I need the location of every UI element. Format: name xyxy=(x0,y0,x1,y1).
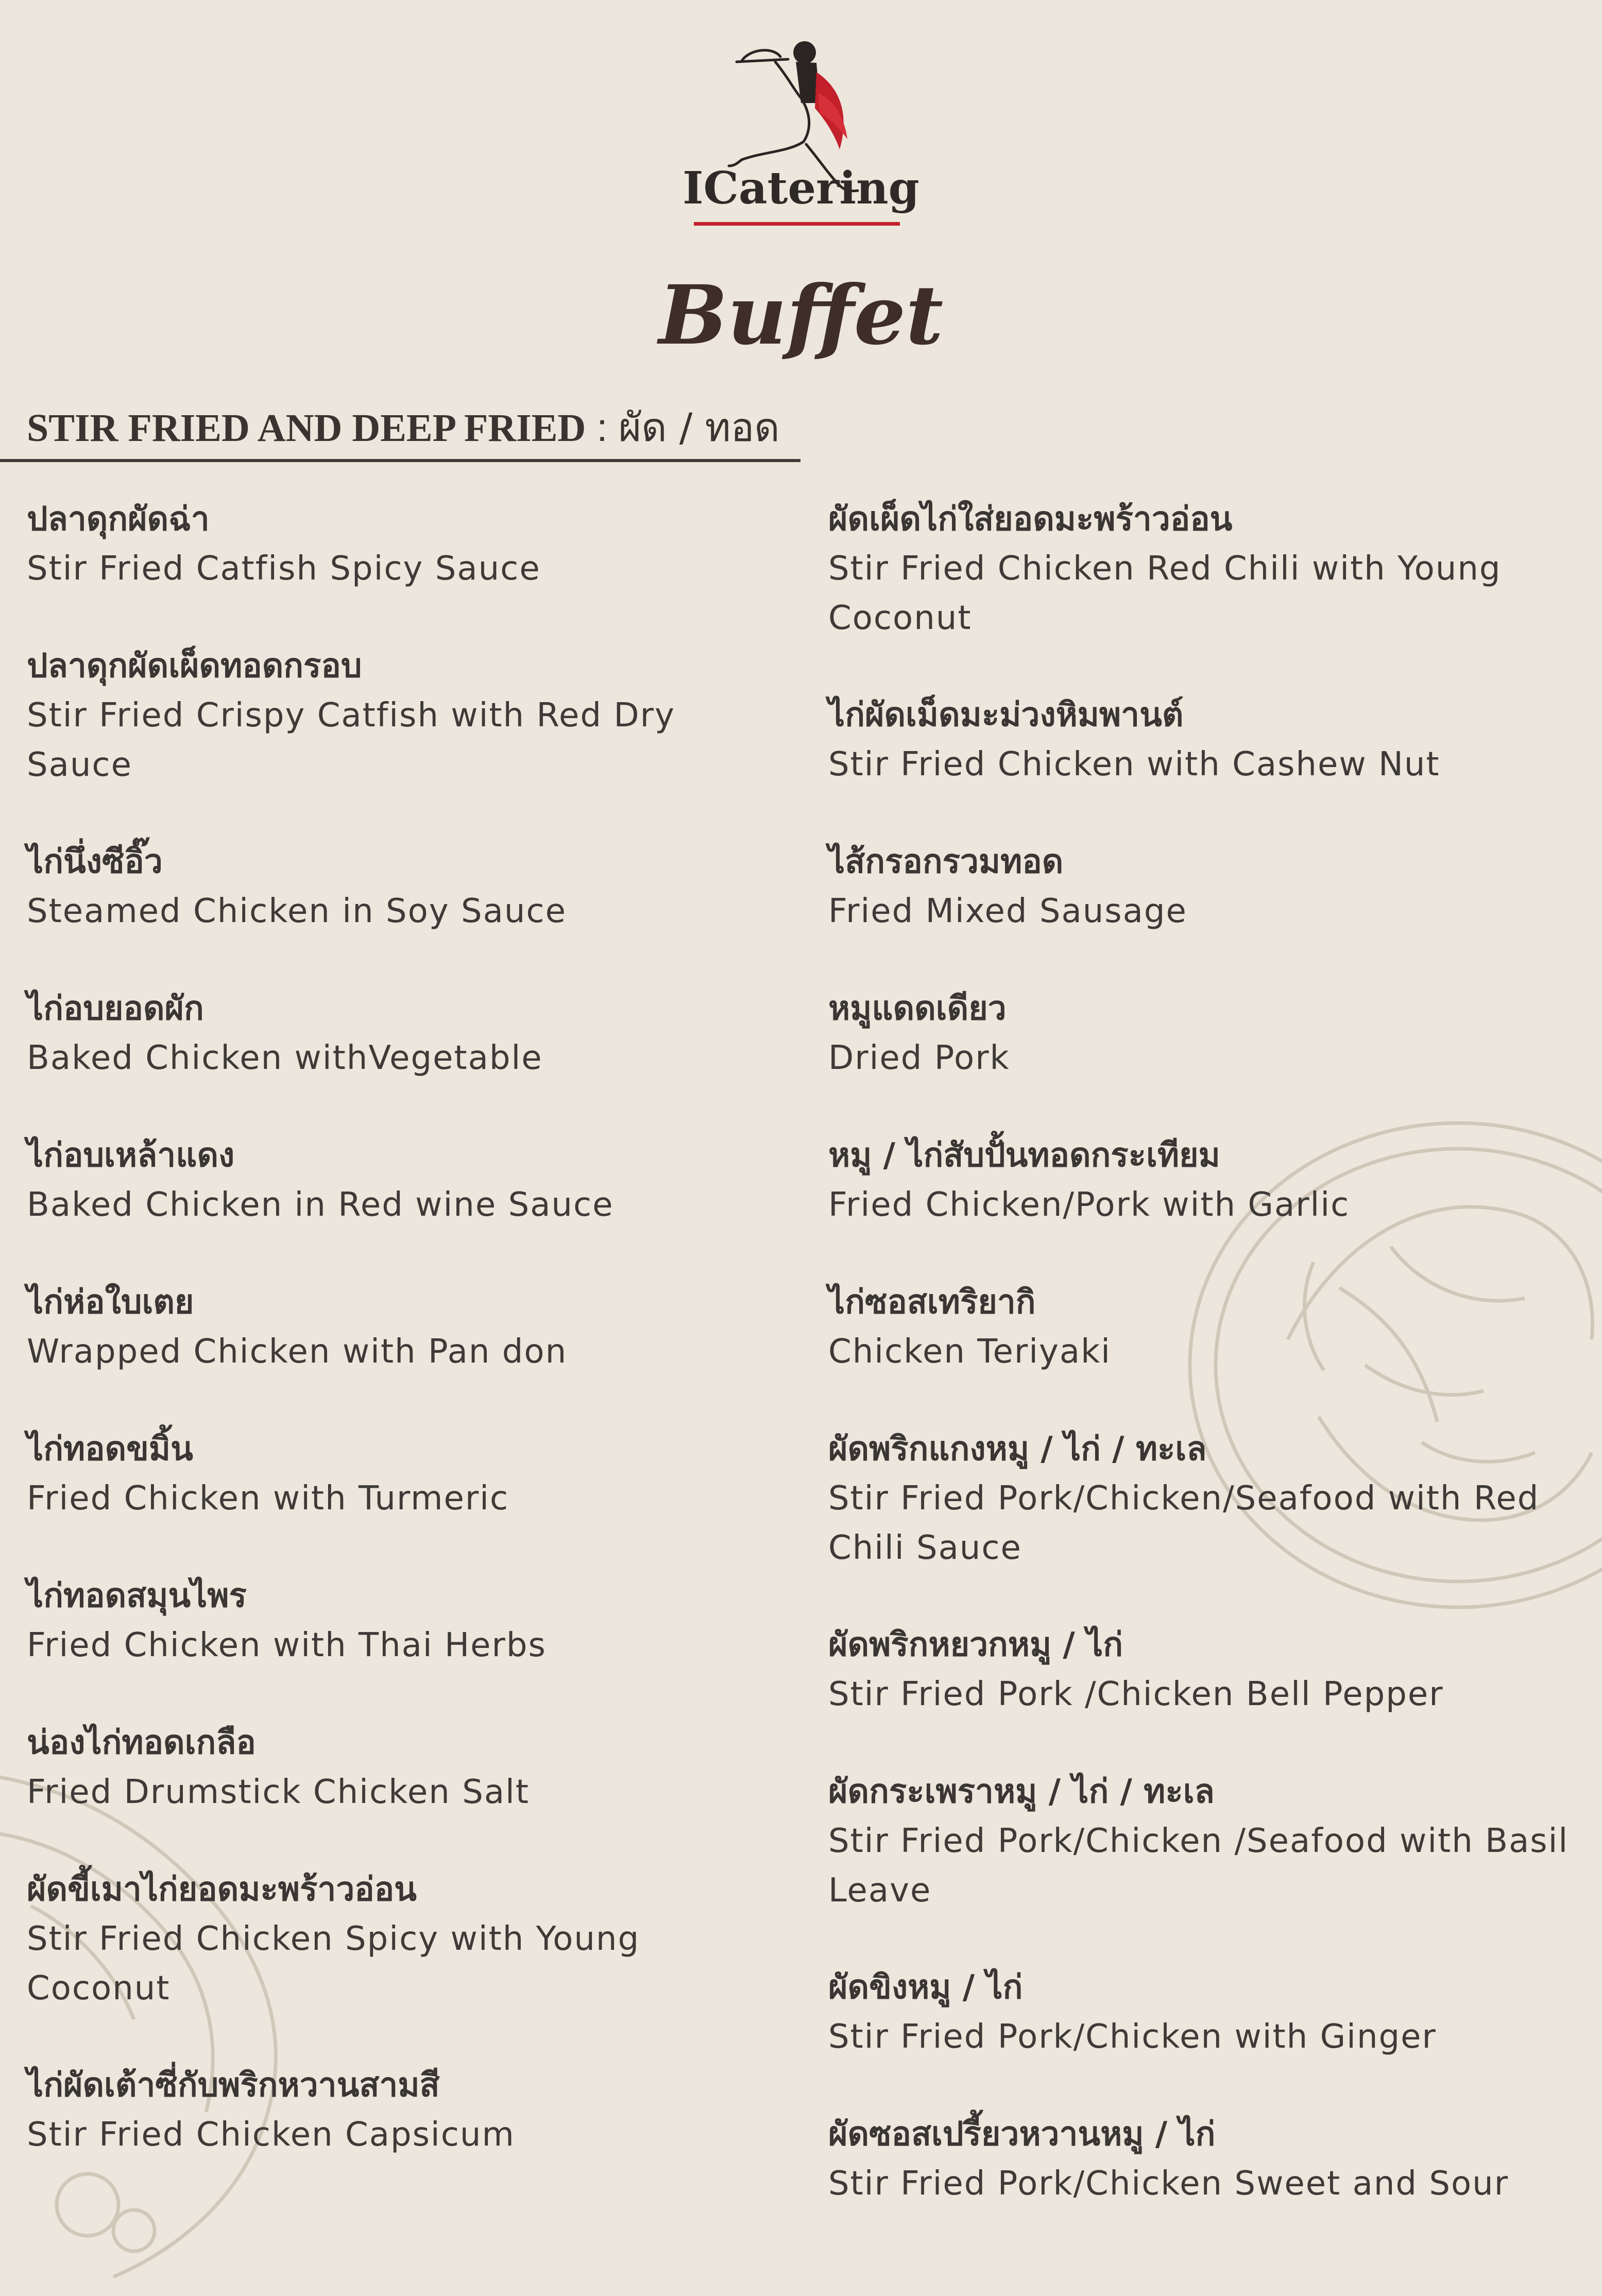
menu-item xyxy=(828,1278,1580,1376)
menu-item-thai: ไก่ทอดสมุนไพร xyxy=(27,1577,247,1615)
menu-item xyxy=(828,690,1580,789)
menu-item-english: Stir Fried Pork/Chicken Sweet and Sour xyxy=(828,2165,1509,2203)
menu-item-thai: ผัดกระเพราหมู / ไก่ / ทะเล xyxy=(828,1773,1215,1811)
menu-item-thai: ไก่ซอสเทริยากิ xyxy=(828,1283,1036,1321)
brand-name: ICatering xyxy=(683,162,919,214)
chicken-sketch xyxy=(0,1777,276,2277)
menu-item-thai: ไก่ห่อใบเตย xyxy=(27,1283,194,1321)
menu-item-thai: หมูแดดเดียว xyxy=(828,990,1007,1028)
section-title-en: STIR FRIED AND DEEP FRIED xyxy=(27,406,586,450)
menu-item-thai: ปลาดุกผัดเผ็ดทอดกรอบ xyxy=(27,647,362,685)
menu-item xyxy=(27,837,789,936)
menu-item xyxy=(828,984,1580,1083)
page-title: Buffet xyxy=(658,268,944,363)
menu-item xyxy=(27,1571,789,1670)
menu-item-english: Chicken Teriyaki xyxy=(828,1333,1111,1371)
menu-item-english: Stir Fried Pork/Chicken with Ginger xyxy=(828,2018,1437,2056)
menu-item-thai: ไก่ทอดขมิ้น xyxy=(27,1430,193,1468)
menu-item-thai: ไก่อบยอดผัก xyxy=(27,990,204,1028)
menu-item-english: Dried Pork xyxy=(828,1039,1010,1077)
menu-item xyxy=(828,1131,1580,1230)
menu-item-thai: หมู / ไก่สับปั้นทอดกระเทียม xyxy=(828,1136,1220,1175)
menu-item-english: Baked Chicken in Red wine Sauce xyxy=(27,1186,614,1224)
menu-item xyxy=(828,1963,1580,2062)
menu-item-english: Stir Fried Chicken Spicy with Young Coconut xyxy=(27,1920,640,2008)
menu-item xyxy=(27,495,789,593)
menu-item xyxy=(828,1424,1580,1573)
menu-item-english: Fried Chicken/Pork with Garlic xyxy=(828,1186,1350,1224)
menu-item-thai: ผัดพริกหยวกหมู / ไก่ xyxy=(828,1626,1123,1664)
menu-item-english: Fried Mixed Sausage xyxy=(828,892,1187,930)
menu-item-english: Stir Fried Pork/Chicken/Seafood with Red Chili Sauce xyxy=(828,1479,1540,1567)
menu-item xyxy=(828,495,1580,643)
menu-item-thai: ผัดซอสเปรี้ยวหวานหมู / ไก่ xyxy=(828,2115,1216,2153)
menu-item xyxy=(27,1718,789,1817)
menu-item-english: Stir Fried Chicken with Cashew Nut xyxy=(828,745,1440,784)
menu-item-english: Fried Chicken with Thai Herbs xyxy=(27,1626,547,1664)
menu-item-thai: ผัดเผ็ดไก่ใส่ยอดมะพร้าวอ่อน xyxy=(828,500,1233,538)
menu-item-thai: ไก่ผัดเม็ดมะม่วงหิมพานต์ xyxy=(828,696,1184,734)
menu-item-english: Stir Fried Catfish Spicy Sauce xyxy=(27,550,541,588)
section-title-th: ผัด / ทอด xyxy=(618,404,780,450)
menu-item xyxy=(828,1767,1580,1915)
menu-item xyxy=(27,1865,789,2013)
menu-item xyxy=(27,2061,789,2159)
menu-item-english: Stir Fried Crispy Catfish with Red Dry Sauce xyxy=(27,696,675,784)
menu-item-english: Stir Fried Pork /Chicken Bell Pepper xyxy=(828,1675,1444,1713)
menu-item xyxy=(27,1131,789,1230)
section-title xyxy=(27,397,780,458)
menu-item-thai: ไส้กรอกรวมทอด xyxy=(828,843,1064,881)
menu-item-english: Steamed Chicken in Soy Sauce xyxy=(27,892,567,930)
menu-item-english: Stir Fried Pork/Chicken /Seafood with Basil Leave xyxy=(828,1822,1569,1910)
menu-item-english: Baked Chicken withVegetable xyxy=(27,1039,543,1077)
menu-item-thai: น่องไก่ทอดเกลือ xyxy=(27,1724,256,1762)
menu-item-thai: ผัดพริกแกงหมู / ไก่ / ทะเล xyxy=(828,1430,1207,1468)
menu-item xyxy=(27,984,789,1083)
section-title-separator: : xyxy=(586,406,619,450)
menu-item-english: Stir Fried Chicken Capsicum xyxy=(27,2116,515,2154)
menu-item-english: Fried Drumstick Chicken Salt xyxy=(27,1773,530,1811)
menu-item xyxy=(828,1620,1580,1719)
menu-item xyxy=(828,2110,1580,2208)
section-divider xyxy=(0,459,800,462)
menu-item-english: Stir Fried Chicken Red Chili with Young Coconut xyxy=(828,550,1502,637)
menu-item-thai: ไก่นึ่งซีอิ๊ว xyxy=(27,843,163,881)
menu-item-thai: ไก่ผัดเต้าซี่กับพริกหวานสามสี xyxy=(27,2066,440,2104)
menu-item-english: Fried Chicken with Turmeric xyxy=(27,1479,509,1518)
menu-item-thai: ผัดขี้เมาไก่ยอดมะพร้าวอ่อน xyxy=(27,1870,417,1909)
menu-item-thai: ไก่อบเหล้าแดง xyxy=(27,1136,235,1175)
menu-item xyxy=(828,837,1580,936)
brand-underline xyxy=(694,222,900,226)
menu-item xyxy=(27,641,789,790)
menu-item-thai: ปลาดุกผัดฉ่า xyxy=(27,500,210,538)
menu-item-thai: ผัดขิงหมู / ไก่ xyxy=(828,1968,1023,2006)
menu-item xyxy=(27,1278,789,1376)
menu-item-english: Wrapped Chicken with Pan don xyxy=(27,1333,568,1371)
menu-item xyxy=(27,1424,789,1523)
